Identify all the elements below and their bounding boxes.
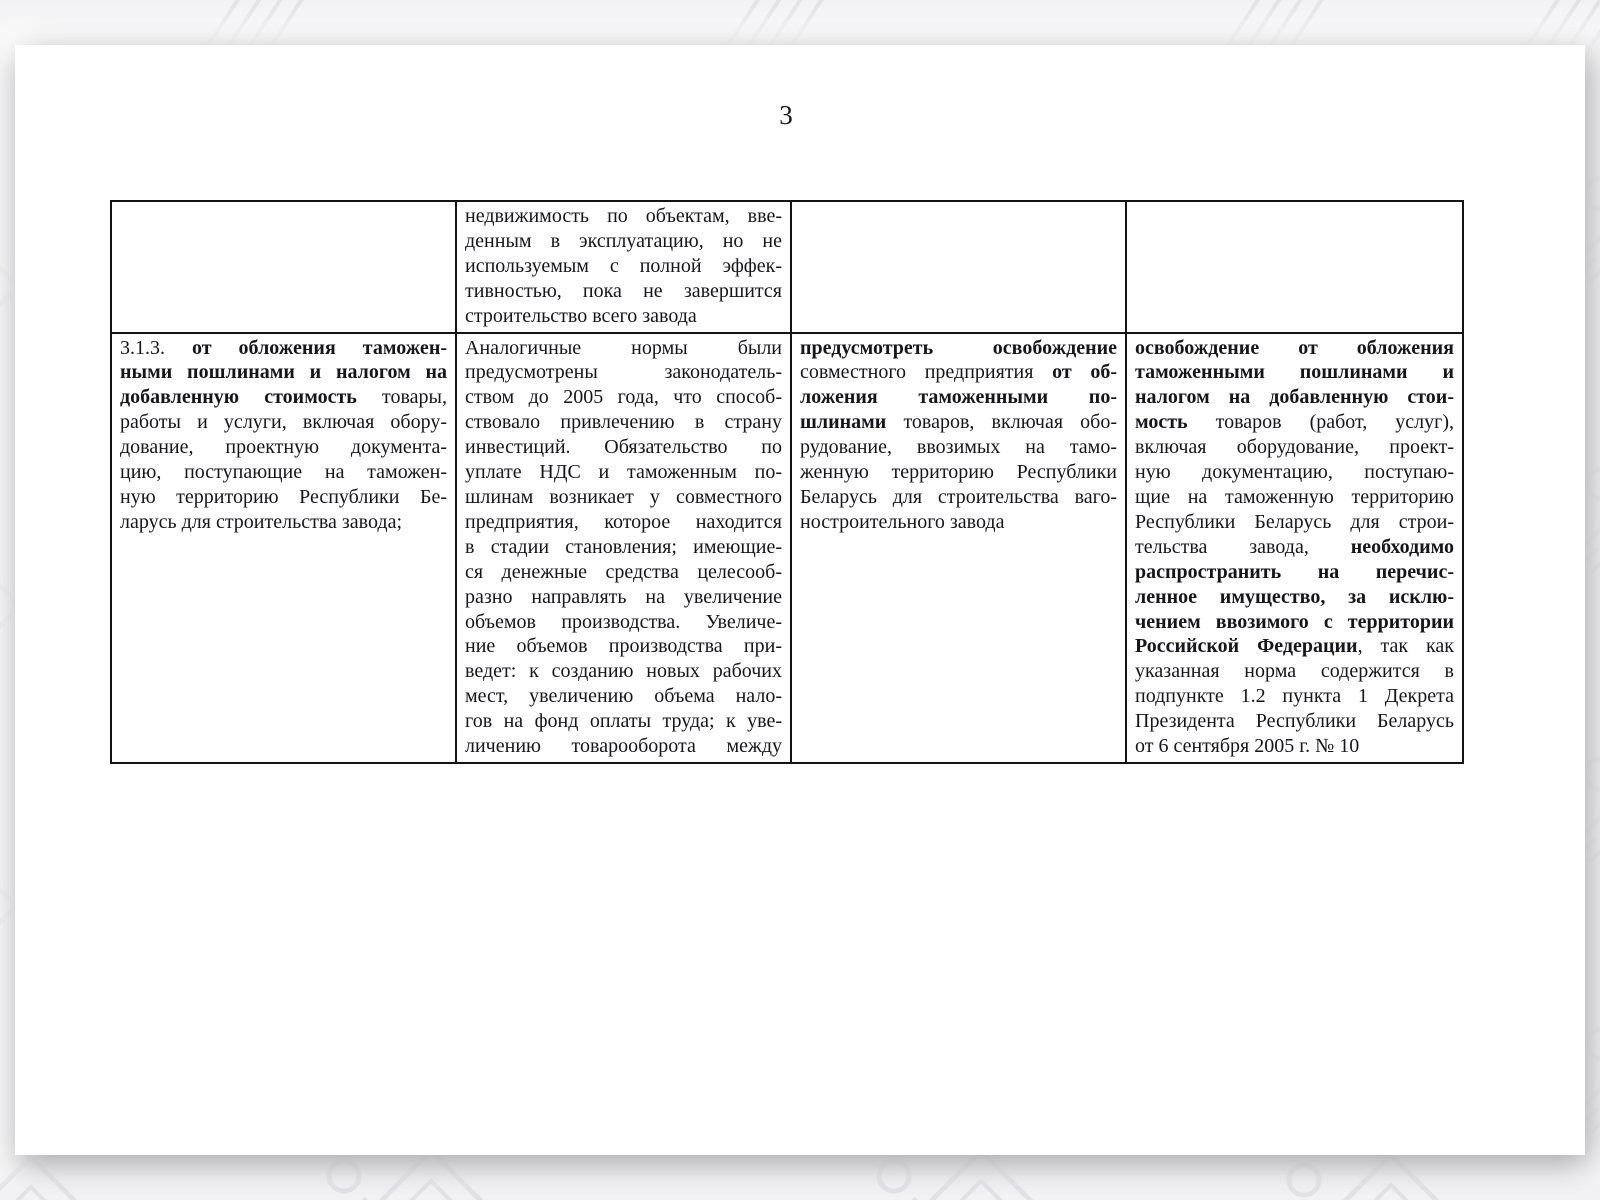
text-line: 3.1.3. от обложения таможен- [120,336,447,359]
text-line: ведет: к созданию новых рабочих [465,660,782,683]
text-line: ную территорию Республики Бе- [120,485,447,508]
text-line: разно направлять на увеличение [465,585,782,608]
text-line: ние объемов производства при- [465,635,782,658]
text-line: ностроительного завода [800,510,1005,533]
text-line: женную территорию Республики [800,461,1117,484]
text-line: ными пошлинами и налогом на [120,361,447,384]
text-line: рудование, ввозимых на тамо- [800,436,1117,459]
table-cell [456,333,791,763]
text-line: инвестиций. Обязательство по [465,436,782,459]
table-cell [456,201,791,333]
text-line: Аналогичные нормы были [465,336,782,359]
text-line: освобождение от обложения [1135,336,1454,359]
document-page [15,45,1585,1155]
text-line: указанная норма содержится в [1135,660,1454,683]
table-cell [791,201,1126,333]
text-line: ларусь для строительства завода; [120,510,403,533]
text-line: предприятия, которое находится [465,510,782,533]
text-line: Беларусь для строительства ваго- [800,485,1117,508]
text-line: мость товаров (работ, услуг), [1135,411,1454,434]
table-body [111,201,1463,763]
table-row [111,201,1463,333]
text-line: включая оборудование, проект- [1135,436,1454,459]
text-line: предусмотреть освобождение [800,336,1117,359]
text-line: Российской Федерации, так как [1135,635,1454,658]
text-line: распространить на перечис- [1135,560,1454,583]
text-line: уплате НДС и таможенным по- [465,461,782,484]
text-line: недвижимость по объектам, вве- [465,205,782,227]
text-line: налогом на добавленную стои- [1135,386,1454,409]
text-line: ную документацию, поступаю- [1135,461,1454,484]
text-line: предусмотрены законодатель- [465,361,782,384]
page-number: 3 [779,100,793,130]
table-cell [791,333,1126,763]
text-line: ствовало привлечению в страну [465,411,782,434]
text-line: щие на таможенную территорию [1135,485,1454,508]
text-line: от 6 сентября 2005 г. № 10 [1135,735,1360,758]
text-line: личению товарооборота между [465,735,782,758]
text-line: шлинам возникает у совместного [465,485,782,508]
text-line: ся денежные средства целесооб- [465,560,782,583]
text-line: добавленную стоимость товары, [120,386,447,409]
text-line: совместного предприятия от об- [800,361,1117,384]
text-line: Республики Беларусь для строи- [1135,510,1454,533]
table-row [111,333,1463,763]
table-cell [111,333,456,763]
text-line: цию, поступающие на таможен- [120,461,447,484]
text-line: работы и услуги, включая обору- [120,411,447,434]
text-line: подпункте 1.2 пункта 1 Декрета [1135,685,1454,708]
text-line: ством до 2005 года, что способ- [465,386,782,409]
text-line: строительство всего завода [465,304,697,327]
text-line: денным в эксплуатацию, но не [465,229,782,252]
text-line: дование, проектную документа- [120,436,447,459]
text-line: мест, увеличению объема нало- [465,685,782,708]
table-cell [1126,333,1463,763]
text-line: объемов производства. Увеличе- [465,610,782,633]
document-table [110,200,1464,764]
text-line: используемым с полной эффек- [465,254,782,277]
text-line: в стадии становления; имеющие- [465,535,782,558]
text-line: чением ввозимого с территории [1135,610,1454,633]
text-line: ленное имущество, за исклю- [1135,585,1454,608]
table-cell [111,201,456,333]
table-cell [1126,201,1463,333]
text-line: тельства завода, необходимо [1135,535,1454,558]
text-line: тивностью, пока не завершится [465,279,782,302]
text-line: ложения таможенными по- [800,386,1117,409]
text-line: гов на фонд оплаты труда; к уве- [465,710,782,733]
text-line: Президента Республики Беларусь [1135,710,1454,733]
text-line: шлинами товаров, включая обо- [800,411,1117,434]
text-line: таможенными пошлинами и [1135,361,1454,384]
